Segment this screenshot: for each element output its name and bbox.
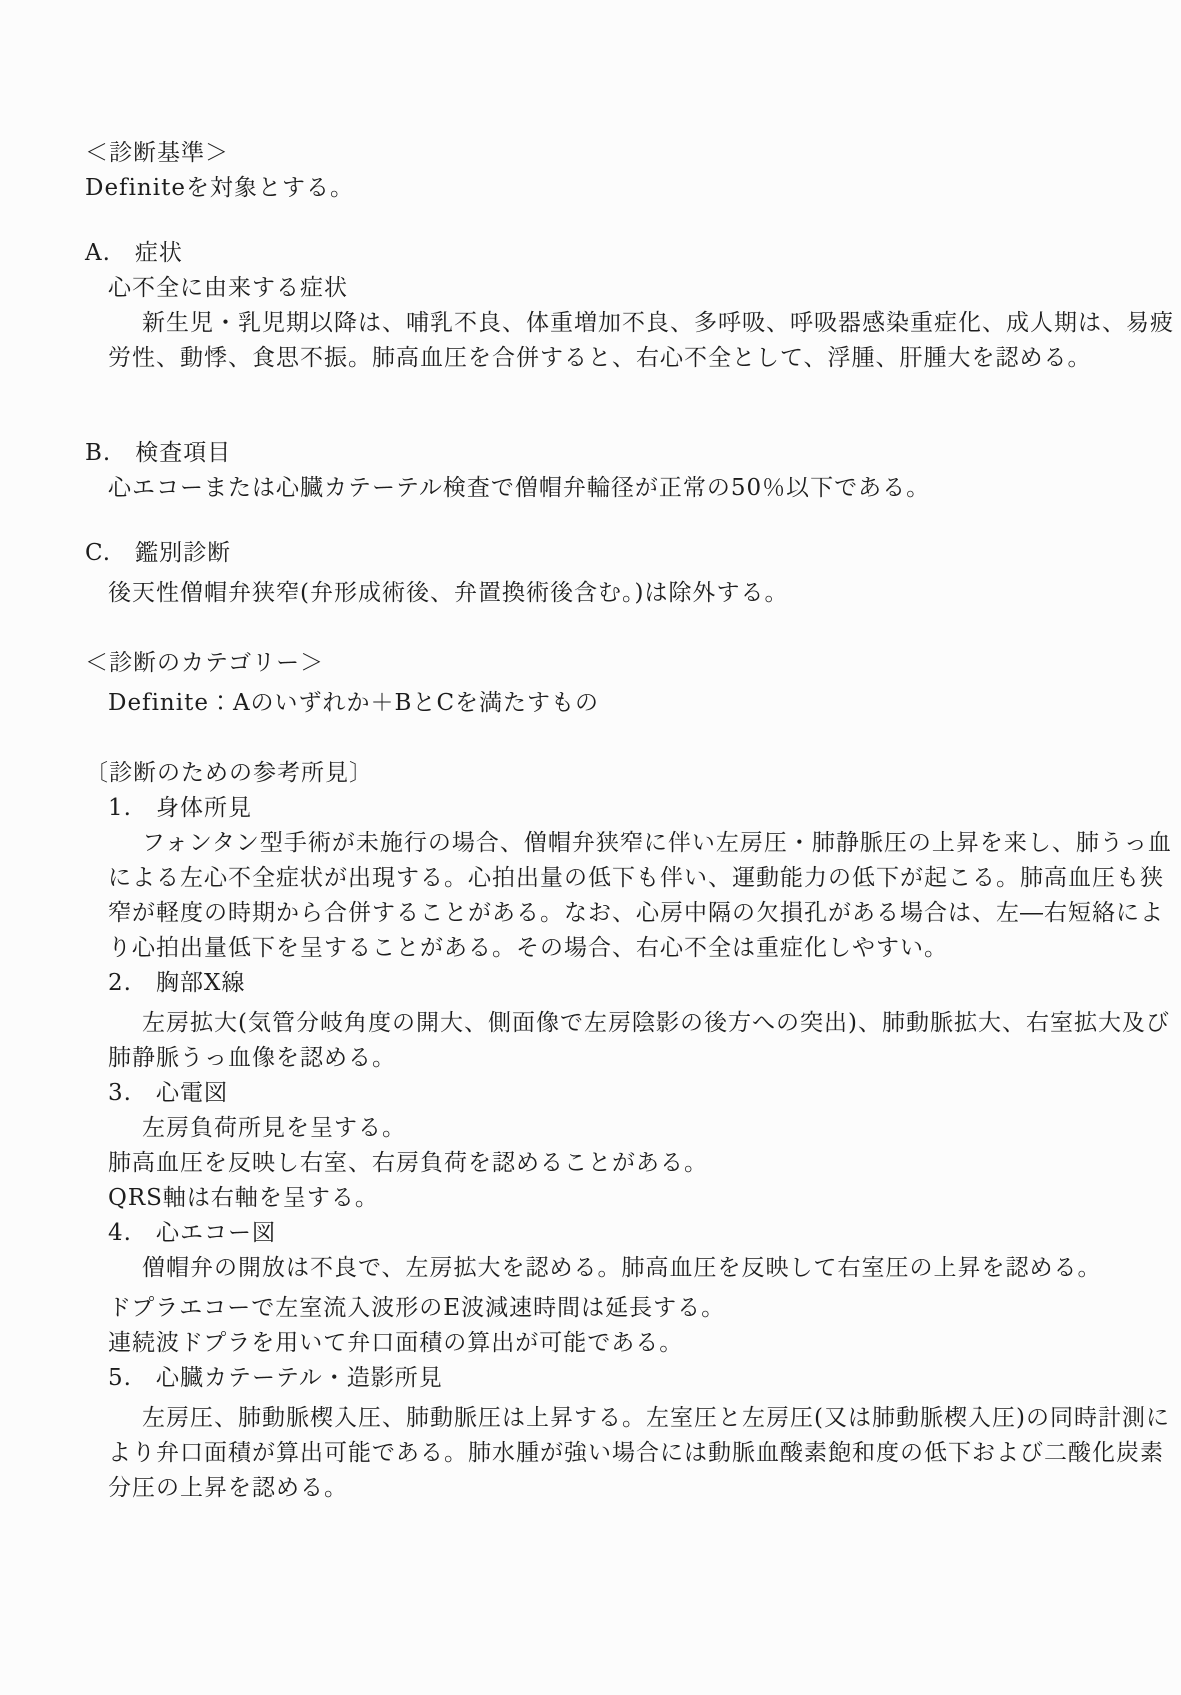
text-line: 4. 心エコー図 [108,1220,276,1246]
text-line: ＜診断基準＞ [85,140,229,166]
text-line: 左房拡大(気管分岐角度の開大、側面像で左房陰影の後方への突出)、肺動脈拡大、右室拡大及び [142,1010,1170,1036]
text-line: 心エコーまたは心臓カテーテル検査で僧帽弁輪径が正常の50％以下である。 [108,475,931,501]
text-line: 肺静脈うっ血像を認める。 [108,1045,396,1071]
text-line: 分圧の上昇を認める。 [108,1475,348,1501]
text-line: 新生児・乳児期以降は、哺乳不良、体重増加不良、多呼吸、呼吸器感染重症化、成人期は、易疲 [142,310,1174,336]
text-line: A. 症状 [85,240,183,266]
text-line: ドプラエコーで左室流入波形のE波減速時間は延長する。 [108,1295,726,1321]
text-line: Definite：Aのいずれか＋BとCを満たすもの [108,690,600,716]
text-line: 後天性僧帽弁狭窄(弁形成術後、弁置換術後含む。)は除外する。 [108,580,789,606]
text-line: フォンタン型手術が未施行の場合、僧帽弁狭窄に伴い左房圧・肺静脈圧の上昇を来し、肺うっ血 [142,830,1172,856]
text-line: 心不全に由来する症状 [108,275,348,301]
text-line: Definiteを対象とする。 [85,175,354,201]
text-line: 連続波ドプラを用いて弁口面積の算出が可能である。 [108,1330,684,1356]
text-line: 2. 胸部X線 [108,970,246,996]
text-line: による左心不全症状が出現する。心拍出量の低下も伴い、運動能力の低下が起こる。肺高血圧も狭 [108,865,1164,891]
text-line: より弁口面積が算出可能である。肺水腫が強い場合には動脈血酸素飽和度の低下および二酸化炭素 [108,1440,1164,1466]
text-line: 左房負荷所見を呈する。 [142,1115,406,1141]
text-line: 左房圧、肺動脈楔入圧、肺動脈圧は上昇する。左室圧と左房圧(又は肺動脈楔入圧)の同時計測に [142,1405,1170,1431]
text-line: 5. 心臓カテーテル・造影所見 [108,1365,443,1391]
text-line: 労性、動悸、食思不振。肺高血圧を合併すると、右心不全として、浮腫、肝腫大を認める。 [108,345,1092,371]
text-line: 1. 身体所見 [108,795,252,821]
text-line: 肺高血圧を反映し右室、右房負荷を認めることがある。 [108,1150,708,1176]
text-line: 窄が軽度の時期から合併することがある。なお、心房中隔の欠損孔がある場合は、左―右短絡によ [108,900,1164,926]
text-line: ＜診断のカテゴリー＞ [85,650,325,676]
text-line: り心拍出量低下を呈することがある。その場合、右心不全は重症化しやすい。 [108,935,948,961]
text-line: QRS軸は右軸を呈する。 [108,1185,379,1211]
text-line: C. 鑑別診断 [85,540,232,566]
text-line: 僧帽弁の開放は不良で、左房拡大を認める。肺高血圧を反映して右室圧の上昇を認める。 [142,1255,1102,1281]
text-line: B. 検査項目 [85,440,232,466]
text-line: 3. 心電図 [108,1080,228,1106]
text-line: 〔診断のための参考所見〕 [85,760,373,786]
